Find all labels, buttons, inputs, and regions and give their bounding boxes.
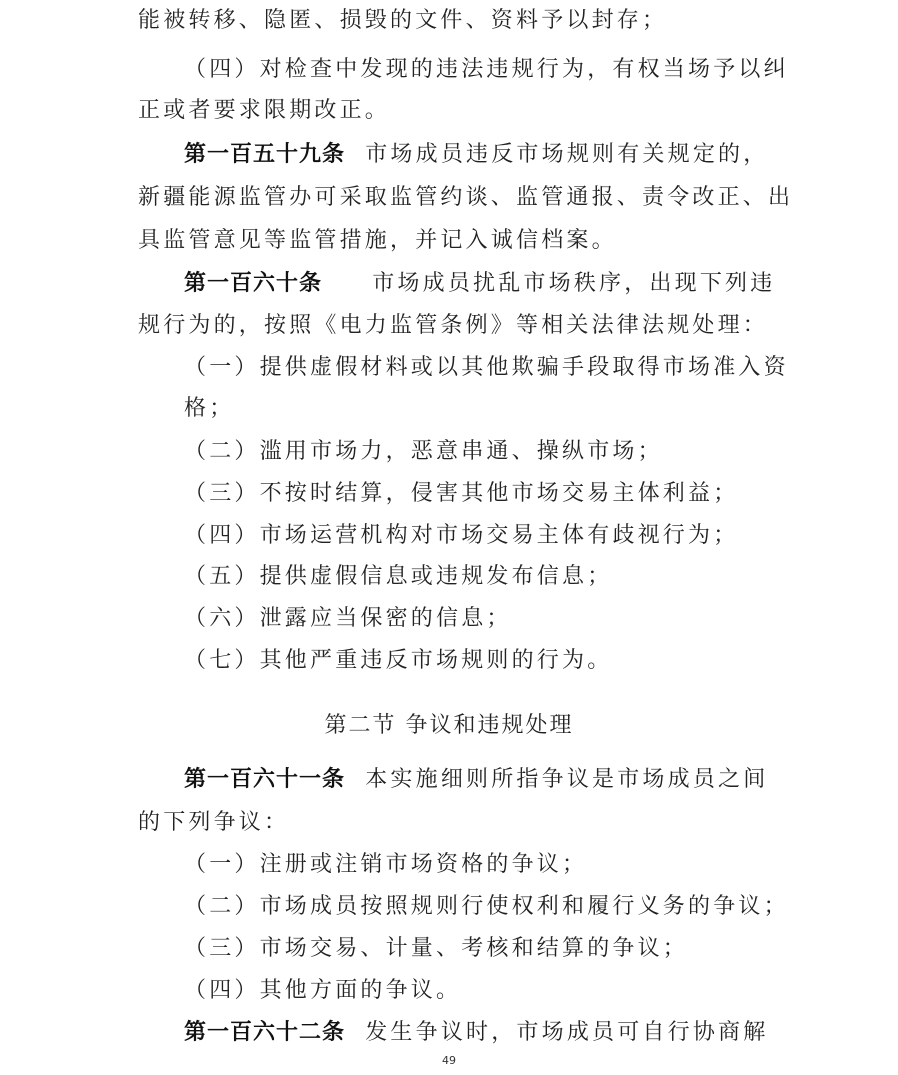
article-text: 市场成员扰乱市场秩序，出现下列违 — [372, 271, 776, 296]
article-159 — [184, 140, 768, 170]
list-item: （六）泄露应当保密的信息； — [184, 606, 512, 631]
list-item: （二）滥用市场力，恶意串通、操纵市场； — [184, 439, 663, 464]
article-160 — [184, 269, 775, 299]
list-item: （一）注册或注销市场资格的争议； — [184, 852, 588, 877]
article-title: 第一百六十二条 — [184, 1020, 346, 1045]
text-line: （四）对检查中发现的违法违规行为，有权当场予以纠 — [184, 57, 789, 82]
text-line: 的下列争议： — [138, 810, 290, 835]
page-number: 49 — [442, 1054, 456, 1067]
list-item: （三）不按时结算，侵害其他市场交易主体利益； — [184, 481, 739, 506]
article-162 — [184, 1018, 768, 1048]
text-line: 具监管意见等监管措施，并记入诚信档案。 — [138, 228, 617, 253]
list-item: （三）市场交易、计量、考核和结算的争议； — [184, 936, 689, 961]
article-text: 市场成员违反市场规则有关规定的， — [365, 142, 769, 167]
article-title: 第一百六十一条 — [184, 767, 346, 792]
text-line: 新疆能源监管办可采取监管约谈、监管通报、责令改正、出 — [138, 185, 794, 210]
section-heading: 第二节 争议和违规处理 — [324, 713, 574, 738]
article-text: 本实施细则所指争议是市场成员之间 — [365, 767, 769, 792]
list-item: （四）其他方面的争议。 — [184, 978, 462, 1003]
list-item: （五）提供虚假信息或违规发布信息； — [184, 564, 613, 589]
list-item: （四）市场运营机构对市场交易主体有歧视行为； — [184, 523, 739, 548]
list-item: （二）市场成员按照规则行使权利和履行义务的争议； — [184, 894, 789, 919]
list-item: （七）其他严重违反市场规则的行为。 — [184, 648, 613, 673]
text-line: 正或者要求限期改正。 — [138, 98, 391, 123]
article-title: 第一百六十条 — [184, 271, 323, 296]
article-161 — [184, 765, 768, 795]
list-item: （一）提供虚假材料或以其他欺骗手段取得市场准入资 — [184, 355, 789, 380]
text-line: 格； — [184, 396, 235, 421]
article-title: 第一百五十九条 — [184, 142, 346, 167]
text-line: 规行为的，按照《电力监管条例》等相关法律法规处理： — [138, 313, 769, 338]
article-text: 发生争议时，市场成员可自行协商解 — [365, 1020, 769, 1045]
text-line: 能被转移、隐匿、损毁的文件、资料予以封存； — [138, 8, 668, 33]
